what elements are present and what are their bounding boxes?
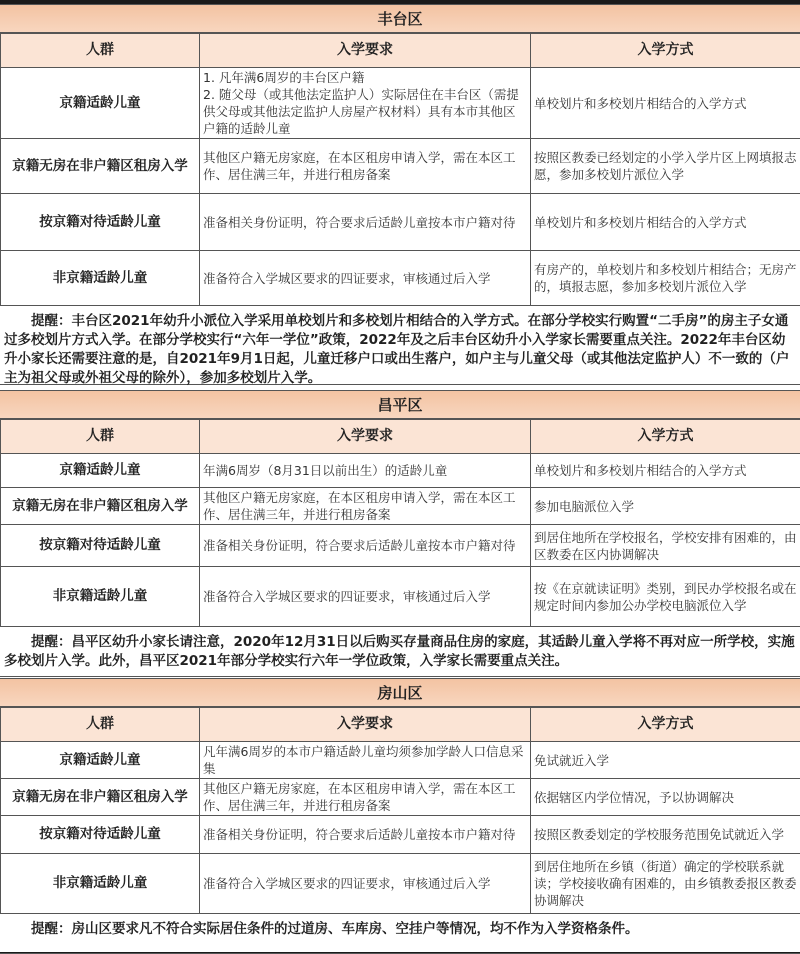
enrollment-policy-document (0, 4, 800, 952)
column-header: 入学方式 (531, 420, 800, 454)
column-header: 入学要求 (200, 34, 531, 68)
requirement-line: 其他区户籍无房家庭，在本区租房申请入学，需在本区工作、居住满三年，并进行租房备案 (203, 150, 516, 182)
requirement-line: 准备相关身份证明，符合要求后适龄儿童按本市户籍对待 (203, 827, 516, 842)
policy-table (0, 33, 800, 306)
requirement-line: 1. 凡年满6周岁的丰台区户籍 (203, 70, 365, 85)
method-cell: 免试就近入学 (531, 742, 800, 779)
method-cell: 单校划片和多校划片相结合的入学方式 (531, 68, 800, 139)
district-title: 房山区 (0, 678, 800, 707)
table-row (1, 454, 800, 488)
district-section (0, 4, 800, 385)
method-cell: 单校划片和多校划片相结合的入学方式 (531, 194, 800, 251)
method-cell: 参加电脑派位入学 (531, 488, 800, 525)
column-header: 人群 (1, 420, 200, 454)
requirement-line: 凡年满6周岁的本市户籍适龄儿童均须参加学龄人口信息采集 (203, 744, 524, 776)
table-row (1, 68, 800, 139)
requirement-cell (200, 779, 531, 816)
requirement-cell (200, 742, 531, 779)
group-cell: 非京籍适龄儿童 (1, 854, 200, 914)
district-section (0, 678, 800, 954)
method-cell: 有房产的，单校划片和多校划片相结合；无房产的，填报志愿，参加多校划片派位入学 (531, 251, 800, 306)
group-cell: 京籍适龄儿童 (1, 454, 200, 488)
requirement-cell (200, 454, 531, 488)
method-cell: 按《在京就读证明》类别，到民办学校报名或在规定时间内参加公办学校电脑派位入学 (531, 567, 800, 627)
column-header: 人群 (1, 34, 200, 68)
reminder-note: 提醒：昌平区幼升小家长请注意，2020年12月31日以后购买存量商品住房的家庭，其适龄儿童入学将不再对应一所学校，实施多校划片入学。此外，昌平区2021年部分学校实行六年一学位政策，入学家长需要重点关注。 (0, 627, 800, 677)
table-header-row (1, 34, 800, 68)
group-cell: 按京籍对待适龄儿童 (1, 194, 200, 251)
table-header-row (1, 420, 800, 454)
requirement-line: 年满6周岁（8月31日以前出生）的适龄儿童 (203, 463, 448, 478)
table-row (1, 742, 800, 779)
requirement-cell (200, 816, 531, 854)
group-cell: 京籍适龄儿童 (1, 68, 200, 139)
requirement-line: 其他区户籍无房家庭，在本区租房申请入学，需在本区工作、居住满三年，并进行租房备案 (203, 781, 516, 813)
group-cell: 按京籍对待适龄儿童 (1, 525, 200, 567)
policy-table (0, 707, 800, 914)
table-row (1, 816, 800, 854)
group-cell: 按京籍对待适龄儿童 (1, 816, 200, 854)
district-title: 丰台区 (0, 4, 800, 33)
table-row (1, 139, 800, 194)
table-row (1, 567, 800, 627)
table-row (1, 488, 800, 525)
group-cell: 非京籍适龄儿童 (1, 251, 200, 306)
requirement-cell (200, 139, 531, 194)
requirement-line: 准备相关身份证明，符合要求后适龄儿童按本市户籍对待 (203, 214, 516, 230)
table-row (1, 194, 800, 251)
method-cell: 依据辖区内学位情况，予以协调解决 (531, 779, 800, 816)
policy-table (0, 419, 800, 627)
method-cell: 到居住地所在乡镇（街道）确定的学校联系就读；学校接收确有困难的，由乡镇教委报区教委协调解决 (531, 854, 800, 914)
requirement-cell (200, 567, 531, 627)
requirement-line: 其他区户籍无房家庭，在本区租房申请入学，需在本区工作、居住满三年，并进行租房备案 (203, 490, 516, 522)
method-cell: 按照区教委划定的学校服务范围免试就近入学 (531, 816, 800, 854)
requirement-cell (200, 488, 531, 525)
method-cell: 按照区教委已经划定的小学入学片区上网填报志愿，参加多校划片派位入学 (531, 139, 800, 194)
group-cell: 京籍无房在非户籍区租房入学 (1, 139, 200, 194)
requirement-line: 准备符合入学城区要求的四证要求，审核通过后入学 (203, 270, 491, 286)
column-header: 人群 (1, 708, 200, 742)
requirement-cell (200, 525, 531, 567)
requirement-line: 2. 随父母（或其他法定监护人）实际居住在丰台区（需提供父母或其他法定监护人房屋产权材料）具有本市其他区户籍的适龄儿童 (203, 87, 519, 136)
district-section (0, 390, 800, 677)
requirement-cell (200, 194, 531, 251)
group-cell: 京籍无房在非户籍区租房入学 (1, 779, 200, 816)
group-cell: 非京籍适龄儿童 (1, 567, 200, 627)
method-cell: 到居住地所在学校报名，学校安排有困难的，由区教委在区内协调解决 (531, 525, 800, 567)
requirement-line: 准备符合入学城区要求的四证要求，审核通过后入学 (203, 876, 491, 891)
table-header-row (1, 708, 800, 742)
table-row (1, 525, 800, 567)
column-header: 入学方式 (531, 34, 800, 68)
reminder-note: 提醒：房山区要求凡不符合实际居住条件的过道房、车库房、空挂户等情况，均不作为入学资格条件。 (0, 914, 800, 954)
reminder-note: 提醒：丰台区2021年幼升小派位入学采用单校划片和多校划片相结合的入学方式。在部分学校实行购置“二手房”的房主子女通过多校划片方式入学。在部分学校实行“六年一学位”政策，2022年及之后丰台区幼升小入学家长需要重点关注。2022年丰台区幼升小家长还需要注意的是，自2021年9月1日起，儿童迁移户口或出生落户，如户主与儿童父母（或其他法定监护人）不一致的（户主为祖父母或外祖父母的除外），参加多校划片入学。 (0, 306, 800, 385)
group-cell: 京籍适龄儿童 (1, 742, 200, 779)
requirement-line: 准备符合入学城区要求的四证要求，审核通过后入学 (203, 589, 491, 604)
table-row (1, 854, 800, 914)
group-cell: 京籍无房在非户籍区租房入学 (1, 488, 200, 525)
table-row (1, 251, 800, 306)
requirement-cell (200, 854, 531, 914)
district-title: 昌平区 (0, 390, 800, 419)
method-cell: 单校划片和多校划片相结合的入学方式 (531, 454, 800, 488)
column-header: 入学方式 (531, 708, 800, 742)
table-row (1, 779, 800, 816)
column-header: 入学要求 (200, 420, 531, 454)
column-header: 入学要求 (200, 708, 531, 742)
requirement-cell (200, 251, 531, 306)
requirement-line: 准备相关身份证明，符合要求后适龄儿童按本市户籍对待 (203, 538, 516, 553)
requirement-cell (200, 68, 531, 139)
